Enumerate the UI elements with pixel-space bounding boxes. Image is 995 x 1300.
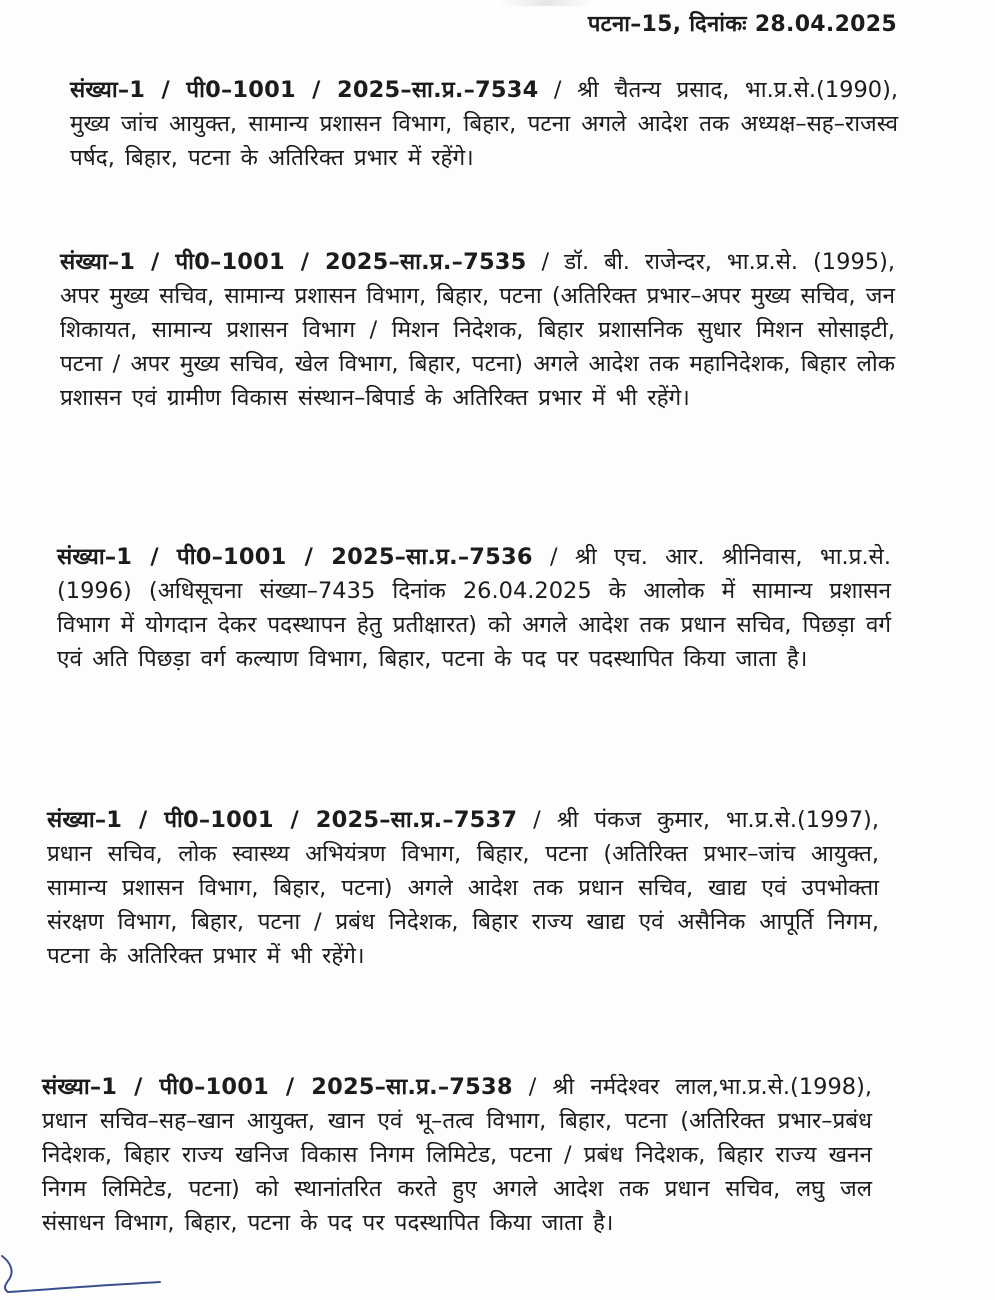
document-date-line: पटना–15, दिनांकः 28.04.2025 <box>587 12 897 37</box>
order-text: / डॉ. बी. राजेन्दर, भा.प्र.से. (1995), अपर मुख्य सचिव, सामान्य प्रशासन विभाग, बिहार, पटना (अतिरिक्त प्रभार–अपर मुख्य सचिव, जन शिकायत, सामान्य प्रशासन विभाग / मिशन निदेशक, बिहार प्रशासनिक सुधार मिशन सोसाइटी, पटना / अपर मुख्य सचिव, खेल विभाग, बिहार, पटना) अगले आदेश तक महानिदेशक, बिहार लोक प्रशासन एवं ग्रामीण विकास संस्थान–बिपार्ड के अतिरिक्त प्रभार में भी रहेंगे। <box>60 248 896 411</box>
order-reference: संख्या–1 / पी0–1001 / 2025–सा.प्र.–7534 <box>70 76 539 103</box>
pen-annotation-mark <box>0 1248 170 1300</box>
order-paragraph-7535 <box>60 245 895 415</box>
order-reference: संख्या–1 / पी0–1001 / 2025–सा.प्र.–7537 <box>47 806 518 833</box>
order-text: / श्री नर्मदेश्वर लाल,भा.प्र.से.(1998), प्रधान सचिव–सह–खान आयुक्त, खान एवं भू–तत्व विभाग, बिहार, पटना (अतिरिक्त प्रभार–प्रबंध निदेशक, बिहार राज्य खनिज विकास निगम लिमिटेड, पटना / प्रबंध निदेशक, बिहार राज्य खनन निगम लिमिटेड, पटना) को स्थानांतरित करते हुए अगले आदेश तक प्रधान सचिव, लघु जल संसाधन विभाग, बिहार, पटना के पद पर पदस्थापित किया जाता है। <box>42 1073 873 1236</box>
order-reference: संख्या–1 / पी0–1001 / 2025–सा.प्र.–7536 <box>57 543 533 570</box>
order-paragraph-7534 <box>70 73 898 175</box>
order-text: / श्री पंकज कुमार, भा.प्र.से.(1997), प्रधान सचिव, लोक स्वास्थ्य अभियंत्रण विभाग, बिहार, पटना (अतिरिक्त प्रभार–जांच आयुक्त, सामान्य प्रशासन विभाग, बिहार, पटना) अगले आदेश तक प्रधान सचिव, खाद्य एवं उपभोक्ता संरक्षण विभाग, बिहार, पटना / प्रबंध निदेशक, बिहार राज्य खाद्य एवं असैनिक आपूर्ति निगम, पटना के अतिरिक्त प्रभार में भी रहेंगे। <box>47 806 879 969</box>
order-paragraph-7537 <box>47 803 879 973</box>
order-paragraph-7536 <box>57 540 891 676</box>
order-paragraph-7538 <box>42 1070 872 1240</box>
order-reference: संख्या–1 / पी0–1001 / 2025–सा.प्र.–7538 <box>42 1073 513 1100</box>
order-text: / श्री चैतन्य प्रसाद, भा.प्र.से.(1990), मुख्य जांच आयुक्त, सामान्य प्रशासन विभाग, बिहार, पटना अगले आदेश तक अध्यक्ष–सह–राजस्व पर्षद, बिहार, पटना के अतिरिक्त प्रभार में रहेंगे। <box>70 76 899 171</box>
scan-top-edge <box>0 0 995 6</box>
order-text: / श्री एच. आर. श्रीनिवास, भा.प्र.से. (1996) (अधिसूचना संख्या–7435 दिनांक 26.04.2025 के आलोक में सामान्य प्रशासन विभाग में योगदान देकर पदस्थापन हेतु प्रतीक्षारत) को अगले आदेश तक प्रधान सचिव, पिछड़ा वर्ग एवं अति पिछड़ा वर्ग कल्याण विभाग, बिहार, पटना के पद पर पदस्थापित किया जाता है। <box>57 543 891 672</box>
order-reference: संख्या–1 / पी0–1001 / 2025–सा.प्र.–7535 <box>60 248 527 275</box>
